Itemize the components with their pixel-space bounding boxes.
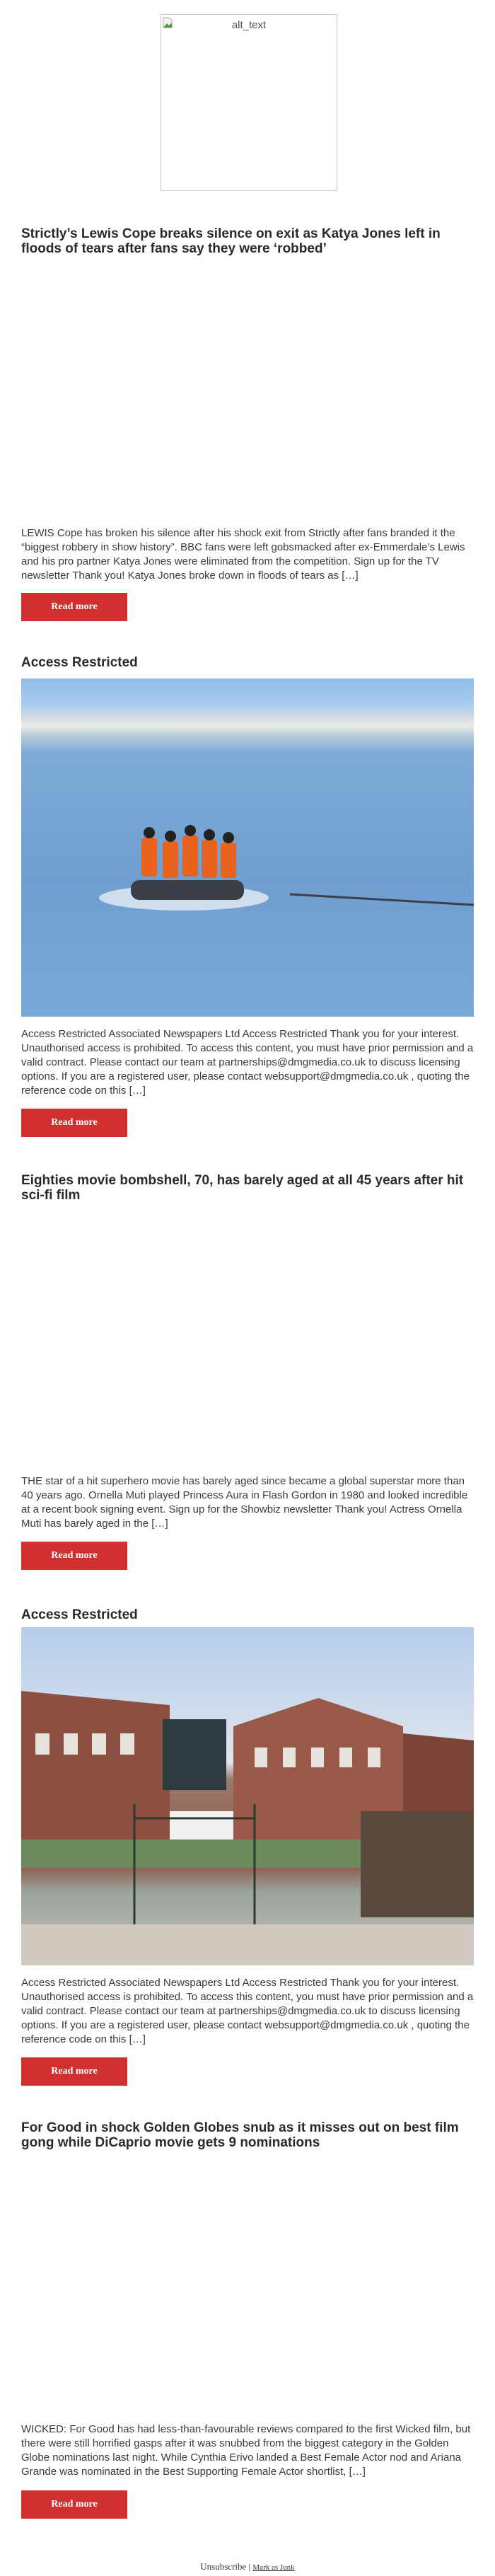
article-excerpt: WICKED: For Good has had less-than-favourable reviews compared to the first Wicked film, but there were still horrified gasps after it was snubbed from the biggest category in the Golden Globe nominations last night. While Cynthia Erivo landed a Best Female Actor nod and Ariana Grande was nominated in the Best Supporting Female Actor shortlist, […] bbox=[21, 2423, 471, 2478]
article-title[interactable]: Eighties movie bombshell, 70, has barely aged at all 45 years after hit sci-fi film bbox=[21, 1173, 464, 1203]
article-title[interactable]: For Good in shock Golden Globes snub as it misses out on best film gong while DiCaprio movie gets 9 nominations bbox=[21, 2120, 459, 2150]
article-excerpt: THE star of a hit superhero movie has barely aged since became a global superstar more than 40 years ago. Ornella Muti played Princess Aura in Flash Gordon in 1980 and looked incredible at a recent book signing event. Sign up for the Showbiz newsletter Thank you! Actress Ornella Muti has barely aged in the […] bbox=[21, 1475, 468, 1530]
logo-alt-text: alt_text bbox=[231, 19, 267, 31]
footer-separator: | bbox=[248, 2561, 251, 2572]
article-title[interactable]: Strictly’s Lewis Cope breaks silence on exit as Katya Jones left in floods of tears after fans say they were ‘robbed’ bbox=[21, 226, 441, 256]
read-more-button[interactable]: Read more bbox=[21, 593, 127, 621]
boat-scene bbox=[21, 678, 474, 1017]
unsubscribe-link[interactable]: Unsubscribe bbox=[200, 2561, 247, 2572]
article-title[interactable]: Access Restricted bbox=[21, 1607, 138, 1622]
read-more-button[interactable]: Read more bbox=[21, 2490, 127, 2519]
building-scene bbox=[21, 1627, 474, 1965]
article-title[interactable]: Access Restricted bbox=[21, 655, 138, 670]
read-more-button[interactable]: Read more bbox=[21, 2057, 127, 2086]
article-image-building[interactable] bbox=[21, 1627, 474, 1965]
read-more-button[interactable]: Read more bbox=[21, 1109, 127, 1137]
article-excerpt: Access Restricted Associated Newspapers Ltd Access Restricted Thank you for your interest. Unauthorised access is prohibited. To access this content, you must have prior permission and a valid contract. Please contact our team at partnerships@dmgmedia.co.uk to discuss licensing options. If you are a registered user, please contact websupport@dmgmedia.co.uk , quoting the reference code on this […] bbox=[21, 1977, 474, 2045]
footer bbox=[0, 2561, 495, 2572]
article-excerpt: Access Restricted Associated Newspapers Ltd Access Restricted Thank you for your interest. Unauthorised access is prohibited. To access this content, you must have prior permission and a valid contract. Please contact our team at partnerships@dmgmedia.co.uk to discuss licensing options. If you are a registered user, please contact websupport@dmgmedia.co.uk , quoting the reference code on this […] bbox=[21, 1028, 474, 1097]
mark-as-junk-link[interactable]: Mark as Junk bbox=[252, 2563, 295, 2572]
article-excerpt: LEWIS Cope has broken his silence after his shock exit from Strictly after fans branded it the “biggest robbery in show history”. BBC fans were left gobsmacked after ex-Emmerdale’s Lewis and his pro partner Katya Jones were eliminated from the competition. Sign up for the TV newsletter Thank you! Katya Jones broke down in floods of tears as […] bbox=[21, 527, 465, 582]
article-image-boat[interactable] bbox=[21, 678, 474, 1017]
read-more-button[interactable]: Read more bbox=[21, 1542, 127, 1570]
logo-image-placeholder bbox=[161, 14, 337, 191]
